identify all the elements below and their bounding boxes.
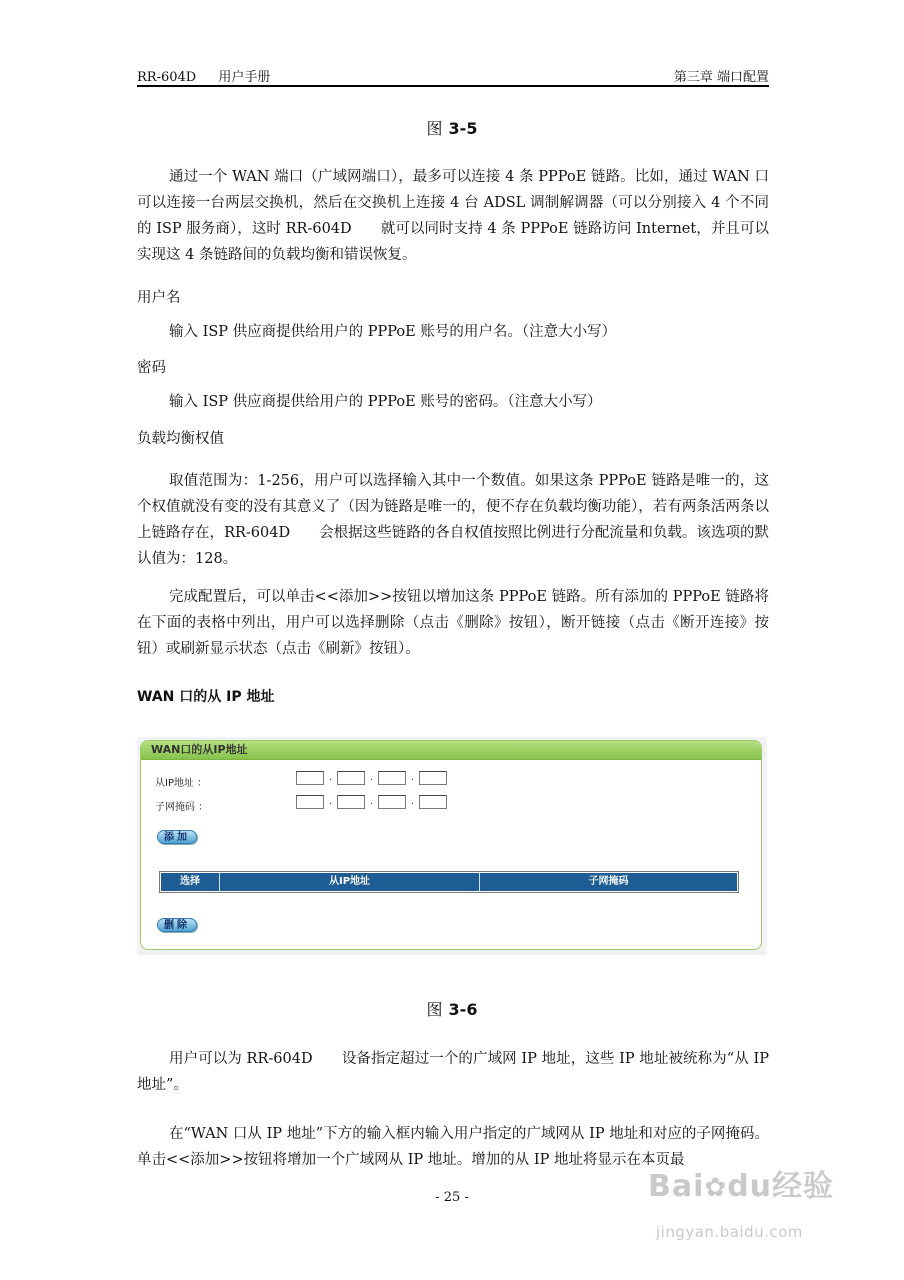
figure-number: 3-5 — [448, 119, 478, 138]
figure-number: 3-6 — [448, 1000, 478, 1019]
subnet-mask-octet-1[interactable] — [296, 795, 324, 809]
ip-dot: . — [410, 772, 415, 783]
baidu-jingyan-watermark — [648, 1170, 868, 1270]
watermark-logo-suffix: 经验 — [772, 1169, 835, 1204]
column-select: 选择 — [161, 873, 220, 891]
ip-dot: . — [369, 796, 374, 807]
header-left — [137, 66, 270, 85]
username-description: 输入 ISP 供应商提供给用户的 PPPoE 账号的用户名。（注意大小写） — [169, 324, 617, 340]
secondary-ip-label: 从IP地址 ： — [155, 778, 208, 789]
secondary-ip-table-header — [159, 871, 739, 893]
wan-secondary-ip-heading: WAN 口的从 IP 地址 — [137, 689, 275, 705]
figure-label: 图 — [426, 1000, 443, 1019]
figure-caption-3-6 — [0, 997, 904, 1020]
ip-dot: . — [328, 772, 333, 783]
password-heading: 密码 — [137, 360, 166, 376]
intro-paragraph: 通过一个 WAN 端口（广域网端口），最多可以连接 4 条 PPPoE 链路。比如，通过 WAN 口可以连接一台两层交换机，然后在交换机上连接 4 台 ADSL 调制解调器（可以分别接入 4 个不同的 ISP 服务商），这时 RR-604D 就可以同时支持 4 条 PPPoE 链路访问 Internet，并且可以实现这 4 条链路间的负载均衡和错误恢复。 — [137, 169, 769, 263]
after-config-paragraph: 完成配置后，可以单击<<添加>>按钮以增加这条 PPPoE 链路。所有添加的 PPPoE 链路将在下面的表格中列出，用户可以选择删除（点击《删除》按钮），断开链接（点击《断开连接》按钮）或刷新显示状态（点击《刷新》按钮）。 — [137, 589, 769, 657]
figure-caption-3-5 — [0, 116, 904, 139]
secondary-ip-octet-2[interactable] — [337, 771, 365, 785]
ip-dot: . — [328, 796, 333, 807]
watermark-logo-tail: du — [727, 1169, 773, 1204]
paw-icon: ✿ — [704, 1173, 728, 1203]
header-chapter: 第三章 端口配置 — [673, 70, 769, 85]
subnet-mask-label: 子网掩码 ： — [155, 802, 209, 813]
username-heading: 用户名 — [137, 290, 181, 306]
subnet-mask-input-group — [296, 795, 447, 809]
weight-heading: 负载均衡权值 — [137, 431, 224, 447]
wan-secondary-ip-panel — [140, 740, 762, 950]
wan-secondary-ip-figure — [137, 737, 767, 955]
column-subnet-mask: 子网掩码 — [480, 873, 737, 891]
password-description: 输入 ISP 供应商提供给用户的 PPPoE 账号的密码。（注意大小写） — [169, 394, 602, 410]
enter-ip-description: 在“WAN 口从 IP 地址”下方的输入框内输入用户指定的广域网从 IP 地址和对应的子网掩码。单击<<添加>>按钮将增加一个广域网从 IP 地址。增加的从 IP 地址将显示在本页最 — [137, 1126, 769, 1168]
secondary-ip-input-group — [296, 771, 447, 785]
subnet-mask-octet-4[interactable] — [419, 795, 447, 809]
secondary-ip-octet-3[interactable] — [378, 771, 406, 785]
ip-dot: . — [369, 772, 374, 783]
watermark-logo-text: Bai — [648, 1169, 705, 1204]
ip-dot: . — [410, 796, 415, 807]
column-secondary-ip: 从IP地址 — [220, 873, 480, 891]
watermark-url: jingyan.baidu.com — [656, 1223, 803, 1241]
page-header — [137, 66, 769, 84]
secondary-ip-description: 用户可以为 RR-604D 设备指定超过一个的广域网 IP 地址，这些 IP 地址被统称为“从 IP 地址”。 — [137, 1051, 769, 1093]
watermark-logo — [648, 1170, 868, 1205]
subnet-mask-octet-2[interactable] — [337, 795, 365, 809]
header-product: RR-604D — [137, 70, 197, 85]
delete-button[interactable]: 删除 — [157, 918, 197, 932]
header-rule — [137, 85, 769, 87]
header-manual: 用户手册 — [218, 70, 271, 85]
secondary-ip-octet-4[interactable] — [419, 771, 447, 785]
add-button[interactable]: 添加 — [157, 830, 197, 844]
figure-label: 图 — [426, 119, 443, 138]
subnet-mask-octet-3[interactable] — [378, 795, 406, 809]
panel-title: WAN口的从IP地址 — [141, 741, 761, 760]
weight-description: 取值范围为：1-256，用户可以选择输入其中一个数值。如果这条 PPPoE 链路是唯一的，这个权值就没有变的没有其意义了（因为链路是唯一的，便不存在负载均衡功能），若有两条活两条以上链路存在，RR-604D 会根据这些链路的各自权值按照比例进行分配流量和负载。该选项的默认值为：128。 — [137, 473, 769, 567]
secondary-ip-octet-1[interactable] — [296, 771, 324, 785]
page-number: - 25 - — [435, 1190, 469, 1205]
